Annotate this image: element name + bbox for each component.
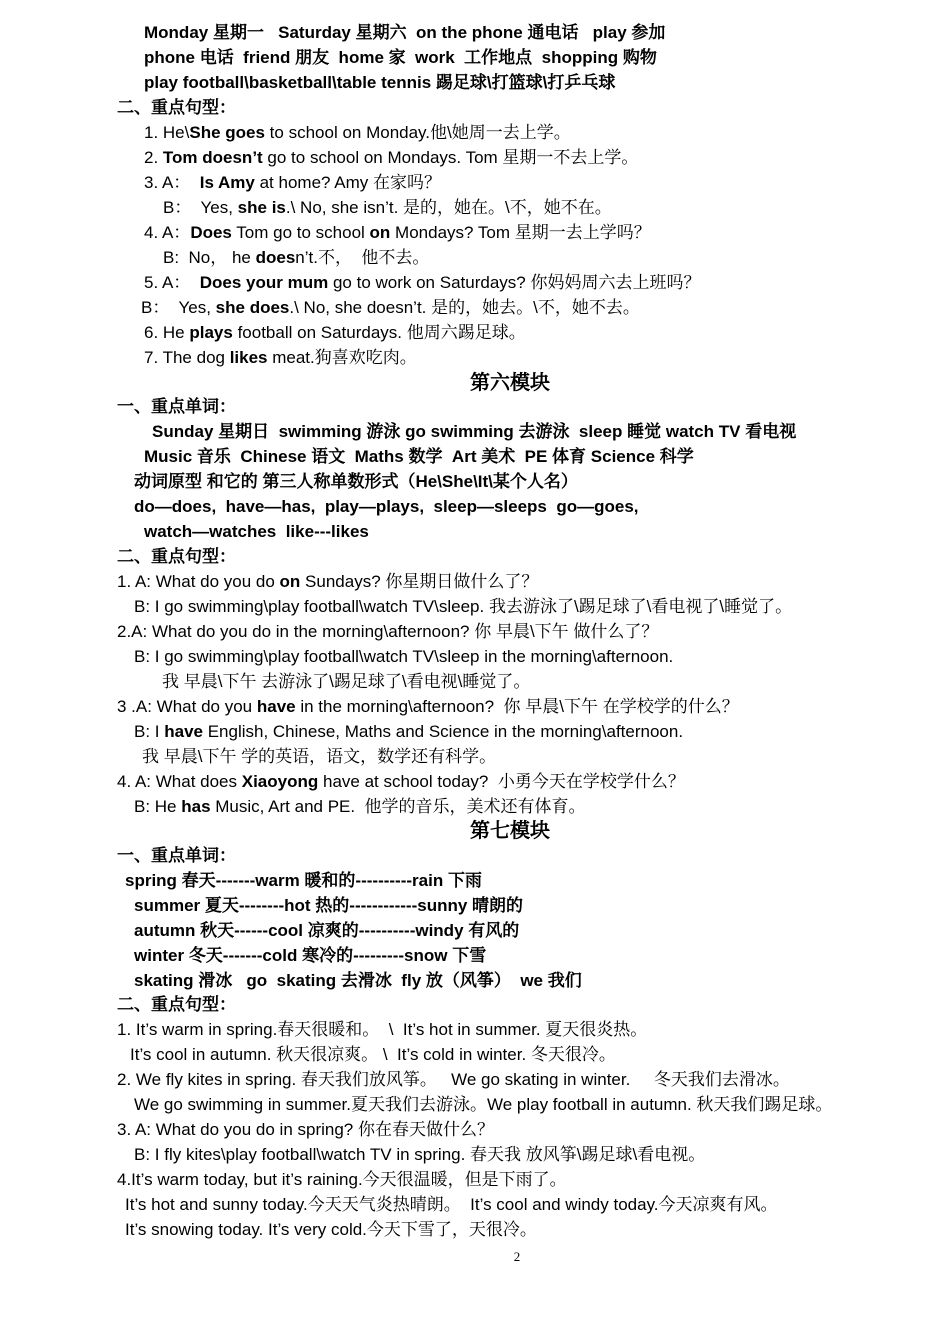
m6-question-1: 1. A: What do you do on Sundays? 你星期日做什么了？ bbox=[117, 572, 539, 591]
m7-word-line-4: winter 冬天-------cold 寒冷的---------snow 下雪 bbox=[134, 946, 487, 965]
m5-sentence-3a: 3. A： Is Amy at home? Amy 在家吗？ bbox=[144, 173, 441, 192]
m6-answer-2: B: I go swimming\play football\watch TV\sleep in the morning\afternoon. bbox=[134, 647, 674, 666]
m5-word-line-2: phone 电话 friend 朋友 home 家 work 工作地点 shopping 购物 bbox=[144, 48, 657, 67]
m5-sentences-heading: 二、重点句型： bbox=[117, 98, 236, 117]
m6-question-2: 2.A: What do you do in the morning\afternoon? 你 早晨\下午 做什么了？ bbox=[117, 622, 659, 641]
m7-word-line-5: skating 滑冰 go skating 去滑冰 fly 放（风筝） we 我们 bbox=[134, 971, 582, 990]
page-number: 2 bbox=[513, 1249, 521, 1264]
m6-word-line-2: Music 音乐 Chinese 语文 Maths 数学 Art 美术 PE 体育 Science 科学 bbox=[144, 447, 694, 466]
m7-sentence-line-3: 2. We fly kites in spring. 春天我们放风筝。 We go skating in winter. 冬天我们去滑冰。 bbox=[117, 1070, 790, 1089]
m7-sentence-line-4: We go swimming in summer.夏天我们去游泳。We play football in autumn. 秋天我们踢足球。 bbox=[134, 1095, 833, 1114]
m7-sentence-line-9: It’s snowing today. It’s very cold.今天下雪了，天很冷。 bbox=[125, 1220, 537, 1239]
m6-word-line-4: do—does, have—has, play—plays, sleep—sleeps go—goes, bbox=[134, 497, 639, 516]
m7-sentences-heading: 二、重点句型： bbox=[117, 995, 236, 1014]
m5-sentence-1: 1. He\She goes to school on Monday.他\她周一去上学。 bbox=[144, 123, 571, 142]
m5-sentence-4b: B: No， he doesn’t.不， 他不去。 bbox=[163, 248, 430, 267]
m6-answer-4: B: He has Music, Art and PE. 他学的音乐，美术还有体育。 bbox=[134, 797, 586, 816]
m7-sentence-line-5: 3. A: What do you do in spring? 你在春天做什么？ bbox=[117, 1120, 494, 1139]
m7-words-heading: 一、重点单词： bbox=[117, 846, 236, 865]
m6-words-heading: 一、重点单词： bbox=[117, 397, 236, 416]
m6-sentences-heading: 二、重点句型： bbox=[117, 547, 236, 566]
m5-word-line-3: play football\basketball\table tennis 踢足球\打篮球\打乒乓球 bbox=[144, 73, 616, 92]
m5-sentence-4a: 4. A：Does Tom go to school on Mondays? Tom 星期一去上学吗？ bbox=[144, 223, 651, 242]
m7-word-line-3: autumn 秋天------cool 凉爽的----------windy 有风的 bbox=[134, 921, 520, 940]
m6-answer-3: B: I have English, Chinese, Maths and Science in the morning\afternoon. bbox=[134, 722, 684, 741]
m6-question-3: 3 .A: What do you have in the morning\afternoon? 你 早晨\下午 在学校学的什么？ bbox=[117, 697, 739, 716]
m5-sentence-3b: B： Yes, she is.\ No, she isn’t. 是的，她在。\不，她不在。 bbox=[163, 198, 612, 217]
m7-word-line-1: spring 春天-------warm 暖和的----------rain 下雨 bbox=[125, 871, 482, 890]
m7-sentence-line-8: It’s hot and sunny today.今天天气炎热晴朗。 It’s cool and windy today.今天凉爽有风。 bbox=[125, 1195, 778, 1214]
m7-sentence-line-2: It’s cool in autumn. 秋天很凉爽。 \ It’s cold in winter. 冬天很冷。 bbox=[130, 1045, 616, 1064]
m6-word-line-5: watch—watches like---likes bbox=[144, 522, 369, 541]
m6-answer-1: B: I go swimming\play football\watch TV\sleep. 我去游泳了\踢足球了\看电视了\睡觉了。 bbox=[134, 597, 793, 616]
m6-question-4: 4. A: What does Xiaoyong have at school today? 小勇今天在学校学什么？ bbox=[117, 772, 685, 791]
m7-title: 第七模块 bbox=[470, 820, 550, 842]
m5-sentence-6: 6. He plays football on Saturdays. 他周六踢足球。 bbox=[144, 323, 526, 342]
m5-sentence-2: 2. Tom doesn’t go to school on Mondays. Tom 星期一不去上学。 bbox=[144, 148, 639, 167]
m6-title: 第六模块 bbox=[470, 372, 550, 394]
m5-sentence-7: 7. The dog likes meat.狗喜欢吃肉。 bbox=[144, 348, 417, 367]
m7-sentence-line-6: B: I fly kites\play football\watch TV in spring. 春天我 放风筝\踢足球\看电视。 bbox=[134, 1145, 706, 1164]
m5-sentence-5a: 5. A： Does your mum go to work on Saturdays? 你妈妈周六去上班吗？ bbox=[144, 273, 701, 292]
m6-word-line-1: Sunday 星期日 swimming 游泳 go swimming 去游泳 sleep 睡觉 watch TV 看电视 bbox=[152, 422, 797, 441]
m6-answer-3-translation: 我 早晨\下午 学的英语，语文，数学还有科学。 bbox=[142, 747, 497, 766]
m7-sentence-line-1: 1. It’s warm in spring.春天很暖和。 \ It’s hot in summer. 夏天很炎热。 bbox=[117, 1020, 648, 1039]
m6-word-line-3: 动词原型 和它的 第三人称单数形式（He\She\It\某个人名） bbox=[134, 472, 578, 491]
m7-sentence-line-7: 4.It’s warm today, but it’s raining.今天很温暖，但是下雨了。 bbox=[117, 1170, 567, 1189]
m5-sentence-5b: B： Yes, she does.\ No, she doesn’t. 是的，她去。\不，她不去。 bbox=[141, 298, 640, 317]
m5-word-line-1: Monday 星期一 Saturday 星期六 on the phone 通电话 play 参加 bbox=[144, 23, 666, 42]
m6-answer-2-translation: 我 早晨\下午 去游泳了\踢足球了\看电视\睡觉了。 bbox=[162, 672, 531, 691]
m7-word-line-2: summer 夏天--------hot 热的------------sunny 晴朗的 bbox=[134, 896, 524, 915]
